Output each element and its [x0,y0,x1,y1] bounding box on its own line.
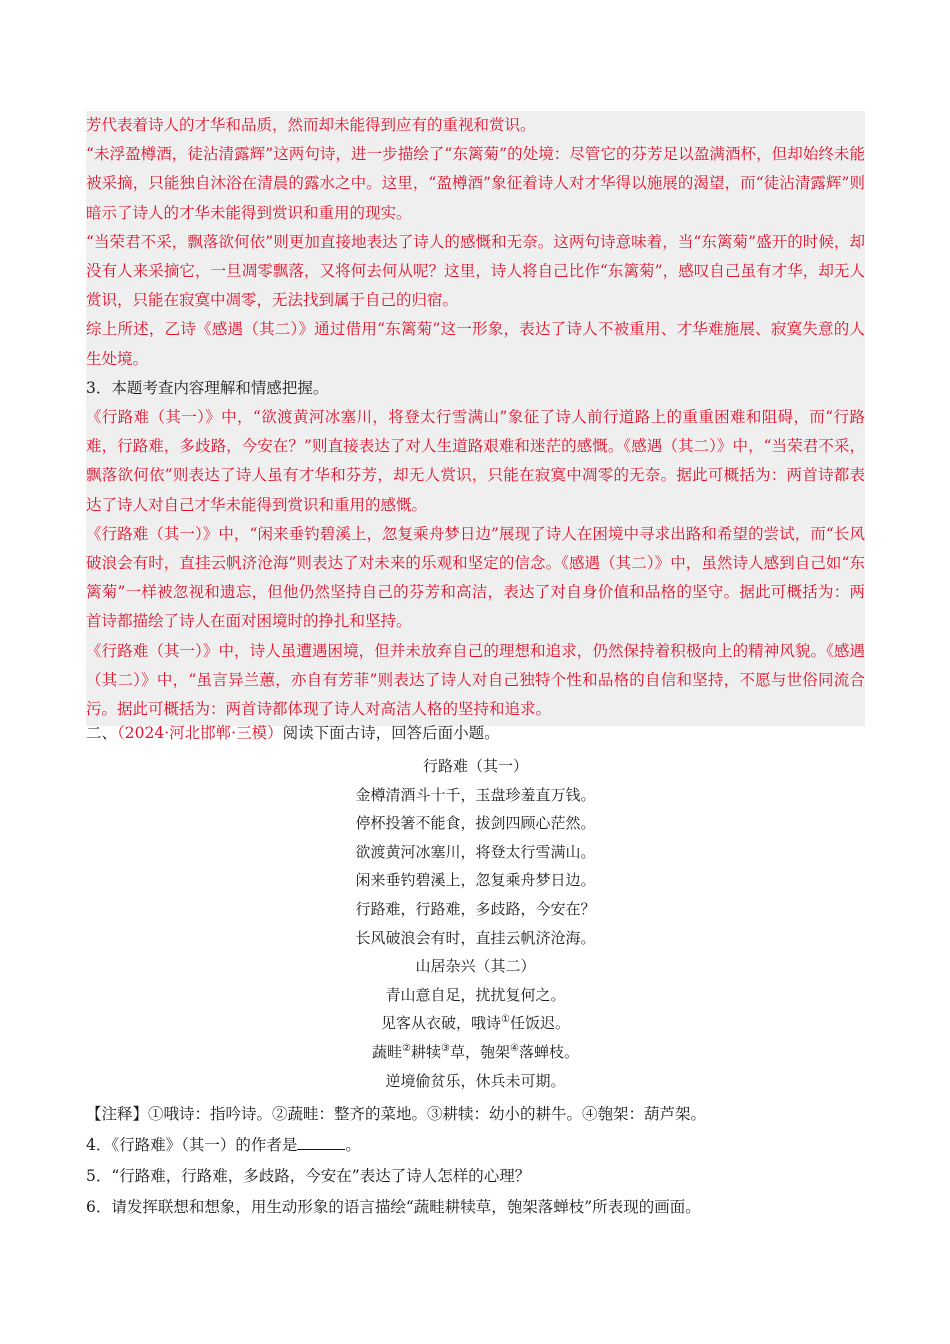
questions-block [86,1099,886,1223]
question-6: 6．请发挥联想和想象，用生动形象的语言描绘“蔬畦耕犊草，匏架落蝉枝”所表现的画面。 [86,1198,701,1216]
poem-text: 落蝉枝。 [518,1042,579,1061]
question-4 [86,1130,886,1161]
answer-blank[interactable] [297,1135,345,1150]
poems-block [86,752,865,1095]
poem-line: 逆境偷贫乐，休兵未可期。 [385,1071,566,1090]
question-5: 5．“行路难，行路难，多歧路，今安在”表达了诗人怎样的心理？ [86,1167,531,1185]
answer-item-heading: 3．本题考查内容理解和情感把握。 [86,378,329,397]
section-prefix: 二、 [86,724,118,742]
poem-line: 停杯投箸不能食，拔剑四顾心茫然。 [355,814,596,833]
poem-line [86,1038,865,1067]
answer-paragraph: 《行路难（其一）》中，“欲渡黄河冰塞川，将登太行雪满山”象征了诗人前行道路上的重重困难和阻碍，而“行路难，行路难，多歧路，今安在？”则直接表达了对人生道路艰难和迷茫的感慨。《感遇（其二）》中，“当荣君不采，飘落欲何依”则表达了诗人虽有才华和芬芳，却无人赏识，只能在寂寞中凋零的无奈。据此可概括为：两首诗都表达了诗人对自己才华未能得到赏识和重用的感慨。 [86,408,865,514]
section-instruction: 阅读下面古诗，回答后面小题。 [282,724,500,742]
section-source: （2024·河北邯郸·三模） [117,724,283,742]
answer-paragraph: 芳代表着诗人的才华和品质，然而却未能得到应有的重视和赏识。 [86,116,536,134]
footnote-marker: ① [501,1014,510,1026]
answer-paragraph: 综上所述，乙诗《感遇（其二）》通过借用“东篱菊”这一形象，表达了诗人不被重用、才华难施展、寂寞失意的人生处境。 [86,320,865,368]
poem-line: 长风破浪会有时，直挂云帆济沧海。 [355,928,596,947]
poem-text: 蔬畦 [372,1042,403,1061]
poem-line: 闲来垂钓碧溪上，忽复乘舟梦日边。 [355,871,596,890]
poem-title: 山居杂兴（其二） [415,957,536,976]
question-text: 。 [345,1136,361,1154]
poem-line: 金樽清酒斗十千，玉盘珍羞直万钱。 [355,785,596,804]
footnote-marker: ③ [441,1042,450,1054]
poem-line [86,1009,865,1038]
poem-text: 草，匏架 [449,1042,510,1061]
poem-title: 行路难（其一） [422,757,528,775]
poem-line: 欲渡黄河冰塞川，将登太行雪满山。 [355,842,596,861]
answer-paragraph: 《行路难（其一）》中，“闲来垂钓碧溪上，忽复乘舟梦日边”展现了诗人在困境中寻求出路和希望的尝试，而“长风破浪会有时，直挂云帆济沧海”则表达了对未来的乐观和坚定的信念。《感遇（其二）》中，虽然诗人感到自己如“东篱菊”一样被忽视和遗忘，但他仍然坚持自己的芬芳和高洁，表达了对自身价值和品格的坚守。据此可概括为：两首诗都描绘了诗人在面对困境时的挣扎和坚持。 [86,524,865,631]
answer-paragraph: 《行路难（其一）》中，诗人虽遭遇困境，但并未放弃自己的理想和追求，仍然保持着积极向上的精神风貌。《感遇（其二）》中，“虽言异兰蕙，亦自有芳菲”则表达了诗人对自己独特个性和品格的自信和坚持，不愿与世俗同流合污。据此可概括为：两首诗都体现了诗人对高洁人格的坚持和追求。 [86,641,865,719]
footnote-marker: ② [402,1042,411,1054]
poem-line: 行路难，行路难，多歧路，今安在？ [355,899,596,918]
answer-paragraph: “未浮盈樽酒，徒沾清露辉”这两句诗，进一步描绘了“东篱菊”的处境：尽管它的芬芳足以盈满酒杯，但却始终未能被采摘，只能独自沐浴在清晨的露水之中。这里，“盈樽酒”象征着诗人对才华得以施展的渴望，而“徒沾清露辉”则暗示了诗人的才华未能得到赏识和重用的现实。 [86,145,865,222]
section-heading [86,720,865,746]
poem-notes: 【注释】①哦诗：指吟诗。②蔬畦：整齐的菜地。③耕犊：幼小的耕牛。④匏架：葫芦架。 [86,1105,707,1123]
poem-text: 任饭迟。 [509,1014,570,1033]
answer-explanation-block [86,111,865,726]
poem-line: 青山意自足，扰扰复何之。 [385,985,566,1004]
question-text: 4．《行路难》（其一）的作者是 [86,1136,298,1154]
poem-text: 见客从衣破，哦诗 [381,1014,502,1033]
poem-text: 耕犊 [411,1042,442,1061]
answer-paragraph: “当荣君不采，飘落欲何依”则更加直接地表达了诗人的感慨和无奈。这两句诗意味着，当“东篱菊”盛开的时候，却没有人来采摘它，一旦凋零飘落，又将何去何从呢？这里，诗人将自己比作“东篱菊”，感叹自己虽有才华，却无人赏识，只能在寂寞中凋零，无法找到属于自己的归宿。 [86,232,865,310]
footnote-marker: ④ [510,1042,519,1054]
